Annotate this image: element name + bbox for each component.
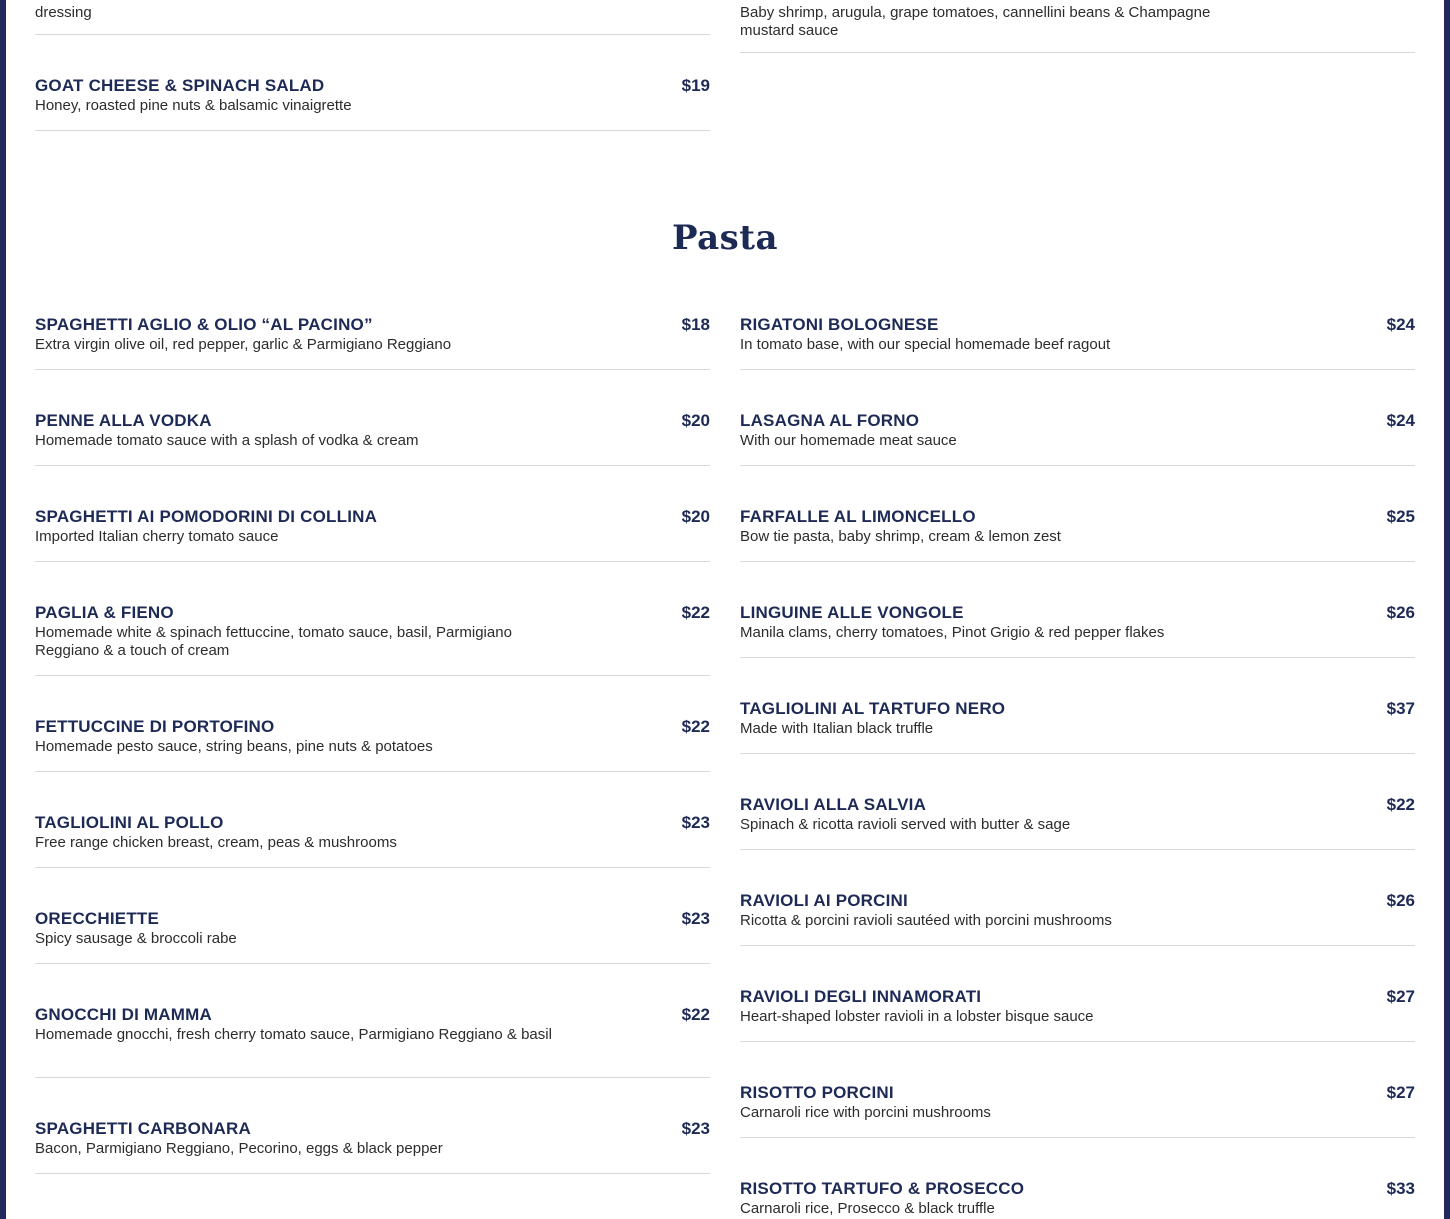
menu-item-description: Made with Italian black truffle [740, 720, 934, 737]
menu-item-name: FARFALLE AL LIMONCELLO [740, 507, 976, 526]
menu-item-description: Carnaroli rice with porcini mushrooms [740, 1104, 991, 1121]
menu-item-price: $26 [1386, 603, 1415, 622]
menu-item-name: PAGLIA & FIENO [35, 603, 174, 622]
menu-item-price: $23 [681, 813, 710, 832]
menu-item [740, 699, 1415, 754]
menu-item-price: $37 [1386, 699, 1415, 718]
menu-item-price: $22 [681, 603, 710, 622]
menu-item-price: $20 [681, 411, 710, 430]
menu-item [740, 1083, 1415, 1138]
menu-item-price: $20 [681, 507, 710, 526]
menu-item-name: FETTUCCINE DI PORTOFINO [35, 717, 275, 736]
menu-item-name: SPAGHETTI AGLIO & OLIO “AL PACINO” [35, 315, 373, 334]
menu-item-price: $23 [681, 909, 710, 928]
menu-item [740, 315, 1415, 370]
menu-item [35, 717, 710, 772]
section-title: Pasta [671, 218, 779, 258]
menu-item-name: PENNE ALLA VODKA [35, 411, 212, 430]
menu-item-description: Carnaroli rice, Prosecco & black truffle [740, 1200, 995, 1217]
menu-item [35, 1119, 710, 1174]
menu-item-price: $24 [1386, 315, 1415, 334]
menu-item-name: LASAGNA AL FORNO [740, 411, 920, 430]
menu-item [740, 411, 1415, 466]
menu-item-price: $27 [1386, 987, 1415, 1006]
menu-item [740, 1179, 1415, 1219]
menu-item-price: $19 [681, 76, 710, 95]
menu-item-description: Homemade pesto sauce, string beans, pine nuts & potatoes [35, 738, 433, 755]
menu-item-description: Spicy sausage & broccoli rabe [35, 930, 237, 947]
menu-item [740, 603, 1415, 658]
menu-item-price: $26 [1386, 891, 1415, 910]
menu-item [35, 0, 710, 35]
menu-item-name: RISOTTO TARTUFO & PROSECCO [740, 1179, 1025, 1198]
menu-item [35, 315, 710, 370]
menu-item-price: $22 [681, 717, 710, 736]
menu-item-description: dressing [35, 4, 92, 21]
menu-item-description: Imported Italian cherry tomato sauce [35, 528, 279, 545]
menu-item [740, 891, 1415, 946]
menu-item [35, 603, 710, 676]
menu-item-price: $22 [1386, 795, 1415, 814]
menu-item [35, 1005, 710, 1078]
menu-item-name: RAVIOLI AI PORCINI [740, 891, 908, 910]
page-edge-right [1444, 0, 1450, 1219]
menu-item [740, 987, 1415, 1042]
menu-item-name: LINGUINE ALLE VONGOLE [740, 603, 964, 622]
menu-item [35, 507, 710, 562]
menu-item-name: GOAT CHEESE & SPINACH SALAD [35, 76, 325, 95]
menu-item-description: Baby shrimp, arugula, grape tomatoes, cannellini beans & Champagne mustard sauce [740, 4, 1211, 39]
menu-item [740, 0, 1415, 53]
menu-item-description: Ricotta & porcini ravioli sautéed with porcini mushrooms [740, 912, 1112, 929]
menu-item-description: Honey, roasted pine nuts & balsamic vinaigrette [35, 97, 352, 114]
menu-item-price: $25 [1386, 507, 1415, 526]
menu-item-name: ORECCHIETTE [35, 909, 160, 928]
menu-item-description: Free range chicken breast, cream, peas & mushrooms [35, 834, 397, 851]
menu-item [35, 76, 710, 131]
menu-item-name: RAVIOLI ALLA SALVIA [740, 795, 927, 814]
menu-item [740, 507, 1415, 562]
menu-item-price: $24 [1386, 411, 1415, 430]
menu-item-description: Extra virgin olive oil, red pepper, garlic & Parmigiano Reggiano [35, 336, 452, 353]
page-edge-left [0, 0, 6, 1219]
menu-item-price: $22 [681, 1005, 710, 1024]
menu-item [35, 411, 710, 466]
menu-item-price: $33 [1386, 1179, 1415, 1198]
menu-item-price: $27 [1386, 1083, 1415, 1102]
menu-item-description: Bacon, Parmigiano Reggiano, Pecorino, eggs & black pepper [35, 1140, 443, 1157]
menu-item [35, 909, 710, 964]
menu-item-name: RAVIOLI DEGLI INNAMORATI [740, 987, 982, 1006]
menu-item-name: TAGLIOLINI AL TARTUFO NERO [740, 699, 1006, 718]
menu-item-name: RISOTTO PORCINI [740, 1083, 894, 1102]
menu-item-name: GNOCCHI DI MAMMA [35, 1005, 212, 1024]
menu-item-description: Manila clams, cherry tomatoes, Pinot Grigio & red pepper flakes [740, 624, 1165, 641]
menu-item-description: In tomato base, with our special homemade beef ragout [740, 336, 1111, 353]
menu-item-description: Homemade gnocchi, fresh cherry tomato sauce, Parmigiano Reggiano & basil [35, 1026, 552, 1043]
menu-item-description: Heart-shaped lobster ravioli in a lobster bisque sauce [740, 1008, 1094, 1025]
menu-item-name: RIGATONI BOLOGNESE [740, 315, 939, 334]
menu-item-name: SPAGHETTI AI POMODORINI DI COLLINA [35, 507, 378, 526]
menu-item [35, 813, 710, 868]
menu-item-description: With our homemade meat sauce [740, 432, 957, 449]
menu-item-description: Homemade white & spinach fettuccine, tomato sauce, basil, Parmigiano Reggiano & a touch of cream [35, 624, 512, 659]
menu-item-price: $23 [681, 1119, 710, 1138]
menu-item-name: TAGLIOLINI AL POLLO [35, 813, 224, 832]
menu-item-description: Spinach & ricotta ravioli served with butter & sage [740, 816, 1071, 833]
menu-item-price: $18 [681, 315, 710, 334]
menu-item [740, 795, 1415, 850]
menu-item-name: SPAGHETTI CARBONARA [35, 1119, 251, 1138]
menu-item-description: Homemade tomato sauce with a splash of vodka & cream [35, 432, 419, 449]
menu-item-description: Bow tie pasta, baby shrimp, cream & lemon zest [740, 528, 1061, 545]
